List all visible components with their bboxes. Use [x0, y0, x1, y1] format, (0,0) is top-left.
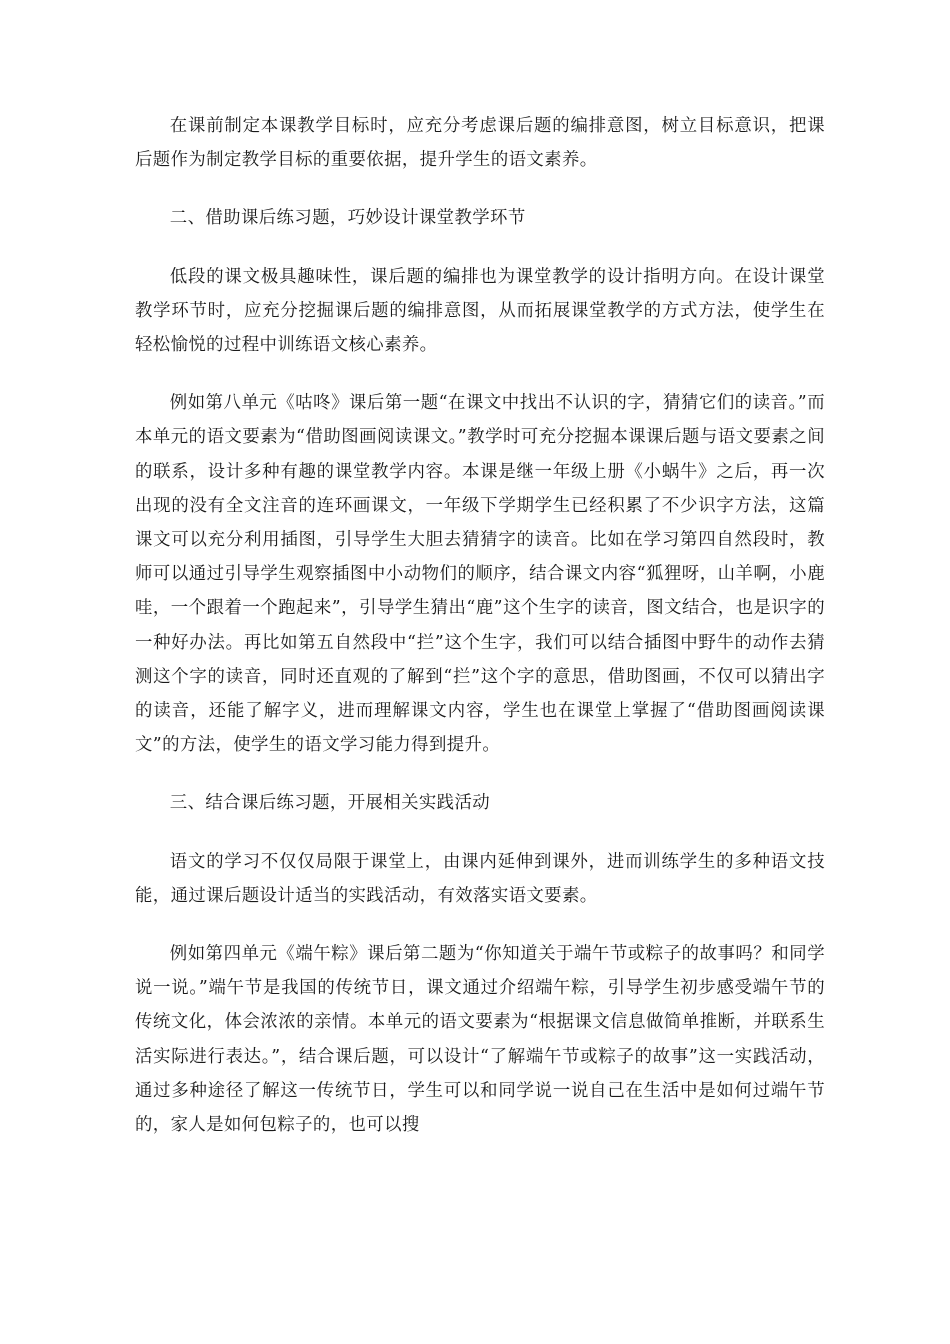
section-heading: 二、借助课后练习题，巧妙设计课堂教学环节 — [169, 208, 526, 229]
paragraph: 例如第八单元《咕咚》课后第一题“在课文中找出不认识的字，猜猜它们的读音。”而本单元的语文要素为“借助图画阅读课文。”教学时可充分挖掘本课课后题与语文要素之间的联系，设计多种有趣的课堂教学内容。本课是继一年级上册《小蜗牛》之后，再一次出现的没有全文注音的连环画课文，一年级下学期学生已经积累了不少识字方法，这篇课文可以充分利用插图，引导学生大胆去猜猜字的读音。比如在学习第四自然段时，教师可以通过引导学生观察插图中小动物们的顺序，结合课文内容“狐狸呀，山羊啊，小鹿哇，一个跟着一个跑起来”，引导学生猜出“鹿”这个生字的读音，图文结合，也是识字的一种好办法。再比如第五自然段中“拦”这个生字，我们可以结合插图中野牛的动作去猜测这个字的读音，同时还直观的了解到“拦”这个字的意思，借助图画，不仅可以猜出字的读音，还能了解字义，进而理解课文内容，学生也在课堂上掌握了“借助图画阅读课文”的方法，使学生的语文学习能力得到提升。 — [135, 393, 825, 756]
paragraph: 语文的学习不仅仅局限于课堂上，由课内延伸到课外，进而训练学生的多种语文技能，通过课后题设计适当的实践活动，有效落实语文要素。 — [135, 851, 825, 906]
paragraph: 低段的课文极具趣味性，课后题的编排也为课堂教学的设计指明方向。在设计课堂教学环节时，应充分挖掘课后题的编排意图，从而拓展课堂教学的方式方法，使学生在轻松愉悦的过程中训练语文核心素养。 — [135, 266, 825, 356]
document-body — [135, 109, 825, 1166]
paragraph: 例如第四单元《端午粽》课后第二题为“你知道关于端午节或粽子的故事吗？和同学说一说。”端午节是我国的传统节日，课文通过介绍端午粽，引导学生初步感受端午节的传统文化，体会浓浓的亲情。本单元的语文要素为“根据课文信息做简单推断，并联系生活实际进行表达。”，结合课后题，可以设计“了解端午节或粽子的故事”这一实践活动，通过多种途径了解这一传统节日，学生可以和同学说一说自己在生活中是如何过端午节的，家人是如何包粽子的，也可以搜 — [135, 944, 825, 1136]
section-heading: 三、结合课后练习题，开展相关实践活动 — [169, 793, 491, 814]
paragraph: 在课前制定本课教学目标时，应充分考虑课后题的编排意图，树立目标意识，把课后题作为制定教学目标的重要依据，提升学生的语文素养。 — [135, 116, 825, 171]
